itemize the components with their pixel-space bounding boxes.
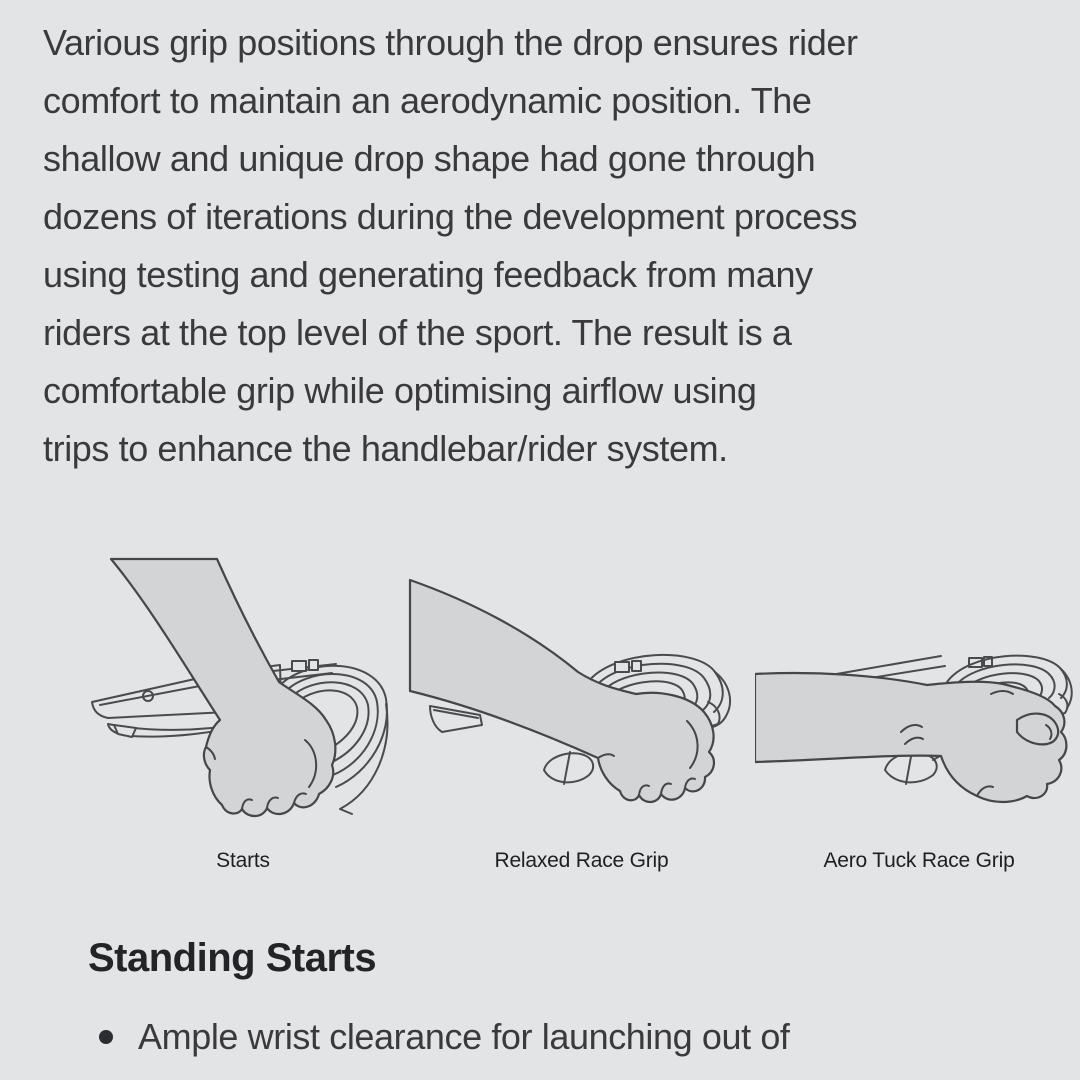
figure-caption: Relaxed Race Grip xyxy=(494,849,669,872)
figure-caption: Starts xyxy=(216,849,270,872)
grip-figures-row xyxy=(78,544,1080,872)
paragraph-line: comfort to maintain an aerodynamic position. The xyxy=(43,80,812,121)
bullet-item xyxy=(99,1015,1040,1059)
figure-caption: Aero Tuck Race Grip xyxy=(823,849,1015,872)
paragraph-line: comfortable grip while optimising airflow using xyxy=(43,370,757,411)
body-paragraph xyxy=(43,14,1040,478)
paragraph-line: shallow and unique drop shape had gone through xyxy=(43,138,816,179)
paragraph-line: dozens of iterations during the development process xyxy=(43,196,858,237)
relaxed-race-grip-illustration xyxy=(408,544,755,844)
paragraph-line: using testing and generating feedback from many xyxy=(43,254,813,295)
arm-and-fist xyxy=(111,559,335,816)
bullet-dot xyxy=(99,1030,113,1044)
figure-starts xyxy=(78,544,408,872)
bullet-text: Ample wrist clearance for launching out of xyxy=(138,1016,790,1057)
figure-relaxed-race-grip xyxy=(408,544,755,872)
aero-tuck-race-grip-illustration xyxy=(755,544,1080,844)
figure-aero-tuck-race-grip xyxy=(755,544,1080,872)
arm-and-fist xyxy=(410,580,714,802)
paragraph-line: Various grip positions through the drop ensures rider xyxy=(43,22,858,63)
starts-grip-illustration xyxy=(78,544,408,844)
paragraph-line: riders at the top level of the sport. The result is a xyxy=(43,312,792,353)
section-heading: Standing Starts xyxy=(88,936,377,980)
paragraph-line: trips to enhance the handlebar/rider system. xyxy=(43,428,728,469)
